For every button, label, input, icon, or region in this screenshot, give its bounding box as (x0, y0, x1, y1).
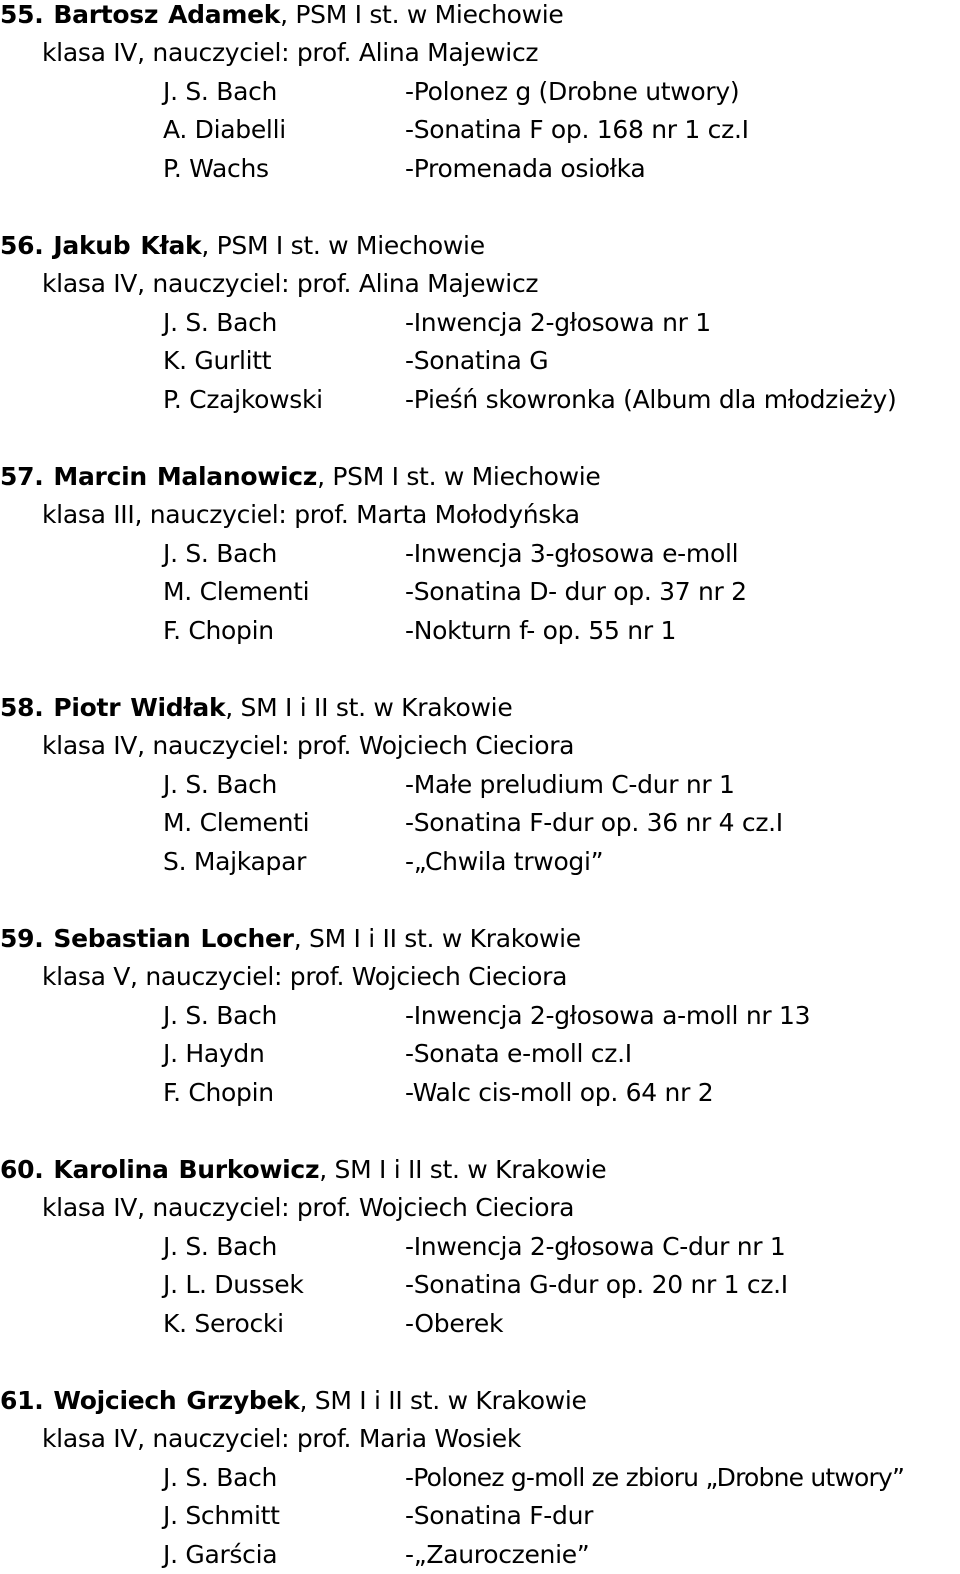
performer-first-name: Wojciech (53, 1386, 177, 1415)
repertoire-item (0, 1035, 960, 1073)
composer: K. Gurlitt (163, 346, 272, 375)
repertoire-item (0, 1497, 960, 1535)
class-teacher-line: klasa IV, nauczyciel: prof. Maria Wosiek (42, 1424, 521, 1453)
performer-last-name: Grzybek (186, 1386, 300, 1415)
entry-heading (0, 1151, 606, 1189)
piece-title: -Małe preludium C-dur nr 1 (405, 770, 735, 799)
performer-first-name: Jakub (53, 231, 131, 260)
piece-title: -Sonatina G-dur op. 20 nr 1 cz.I (405, 1270, 788, 1299)
performer-last-name: Burkowicz (178, 1155, 320, 1184)
repertoire-item (0, 1536, 960, 1574)
school-info: , SM I i II st. w Krakowie (299, 1386, 587, 1415)
entry-heading (0, 920, 581, 958)
composer: M. Clementi (163, 808, 310, 837)
piece-title: -Sonatina F-dur (405, 1501, 594, 1530)
performer-last-name: Widłak (130, 693, 226, 722)
performer-first-name: Piotr (53, 693, 121, 722)
composer: J. L. Dussek (163, 1270, 304, 1299)
piece-title: -Inwencja 2-głosowa a-moll nr 13 (405, 1001, 811, 1030)
composer: J. S. Bach (163, 77, 278, 106)
school-info: , PSM I st. w Miechowie (317, 462, 601, 491)
performer-first-name: Karolina (53, 1155, 169, 1184)
repertoire-item (0, 612, 960, 650)
school-info: , SM I i II st. w Krakowie (225, 693, 513, 722)
repertoire-item (0, 150, 960, 188)
composer: J. Schmitt (163, 1501, 280, 1530)
entry-heading (0, 689, 512, 727)
repertoire-item (0, 1305, 960, 1343)
entry-number: 58. (0, 693, 44, 722)
composer: J. S. Bach (163, 1001, 278, 1030)
piece-title: -„Chwila trwogi” (405, 847, 604, 876)
performer-last-name: Kłak (140, 231, 202, 260)
piece-title: -Walc cis-moll op. 64 nr 2 (405, 1078, 714, 1107)
entry-number: 61. (0, 1386, 44, 1415)
class-teacher-line: klasa IV, nauczyciel: prof. Wojciech Cieciora (42, 731, 575, 760)
composer: J. S. Bach (163, 308, 278, 337)
repertoire-item (0, 342, 960, 380)
repertoire-item (0, 111, 960, 149)
performer-first-name: Marcin (53, 462, 147, 491)
entry-number: 60. (0, 1155, 44, 1184)
repertoire-item (0, 1266, 960, 1304)
repertoire-item (0, 997, 960, 1035)
entry-number: 59. (0, 924, 44, 953)
composer: J. Haydn (163, 1039, 265, 1068)
piece-title: -Inwencja 2-głosowa nr 1 (405, 308, 711, 337)
entry-number: 55. (0, 0, 44, 29)
composer: F. Chopin (163, 616, 274, 645)
piece-title: -Oberek (405, 1309, 504, 1338)
repertoire-item (0, 304, 960, 342)
class-teacher-line: klasa V, nauczyciel: prof. Wojciech Cieciora (42, 962, 568, 991)
entry-heading (0, 458, 601, 496)
composer: P. Czajkowski (163, 385, 323, 414)
performer-last-name: Malanowicz (156, 462, 318, 491)
entry-number: 57. (0, 462, 44, 491)
piece-title: -Pieśń skowronka (Album dla młodzieży) (405, 385, 897, 414)
class-teacher-line: klasa IV, nauczyciel: prof. Alina Majewicz (42, 269, 539, 298)
repertoire-item (0, 1074, 960, 1112)
composer: J. S. Bach (163, 1232, 278, 1261)
class-teacher-line: klasa III, nauczyciel: prof. Marta Mołodyńska (42, 500, 580, 529)
composer: S. Majkapar (163, 847, 307, 876)
performer-last-name: Locher (200, 924, 294, 953)
composer: P. Wachs (163, 154, 269, 183)
piece-title: -Sonata e-moll cz.I (405, 1039, 632, 1068)
piece-title: -Polonez g-moll ze zbioru „Drobne utwory” (405, 1463, 905, 1492)
composer: J. S. Bach (163, 770, 278, 799)
entry-heading (0, 227, 485, 265)
school-info: , SM I i II st. w Krakowie (319, 1155, 607, 1184)
piece-title: -Nokturn f- op. 55 nr 1 (405, 616, 677, 645)
repertoire-item (0, 573, 960, 611)
repertoire-item (0, 381, 960, 419)
composer: M. Clementi (163, 577, 310, 606)
repertoire-item (0, 1459, 960, 1497)
entry-heading (0, 0, 564, 34)
composer: K. Serocki (163, 1309, 284, 1338)
piece-title: -Sonatina F-dur op. 36 nr 4 cz.I (405, 808, 783, 837)
composer: J. S. Bach (163, 1463, 278, 1492)
piece-title: -„Zauroczenie” (405, 1540, 590, 1569)
piece-title: -Sonatina F op. 168 nr 1 cz.I (405, 115, 749, 144)
class-teacher-line: klasa IV, nauczyciel: prof. Wojciech Cieciora (42, 1193, 575, 1222)
composer: J. Garścia (163, 1540, 278, 1569)
performer-first-name: Sebastian (53, 924, 191, 953)
piece-title: -Sonatina G (405, 346, 549, 375)
performer-last-name: Adamek (168, 0, 281, 29)
repertoire-item (0, 73, 960, 111)
performer-first-name: Bartosz (53, 0, 159, 29)
composer: A. Diabelli (163, 115, 286, 144)
repertoire-item (0, 804, 960, 842)
composer: F. Chopin (163, 1078, 274, 1107)
piece-title: -Promenada osiołka (405, 154, 646, 183)
repertoire-item (0, 1228, 960, 1266)
piece-title: -Inwencja 2-głosowa C-dur nr 1 (405, 1232, 786, 1261)
piece-title: -Sonatina D- dur op. 37 nr 2 (405, 577, 747, 606)
school-info: , PSM I st. w Miechowie (201, 231, 485, 260)
repertoire-item (0, 535, 960, 573)
entry-heading (0, 1382, 587, 1420)
class-teacher-line: klasa IV, nauczyciel: prof. Alina Majewicz (42, 38, 539, 67)
piece-title: -Polonez g (Drobne utwory) (405, 77, 740, 106)
composer: J. S. Bach (163, 539, 278, 568)
repertoire-item (0, 843, 960, 881)
piece-title: -Inwencja 3-głosowa e-moll (405, 539, 739, 568)
entry-number: 56. (0, 231, 44, 260)
school-info: , SM I i II st. w Krakowie (293, 924, 581, 953)
repertoire-item (0, 766, 960, 804)
school-info: , PSM I st. w Miechowie (280, 0, 564, 29)
